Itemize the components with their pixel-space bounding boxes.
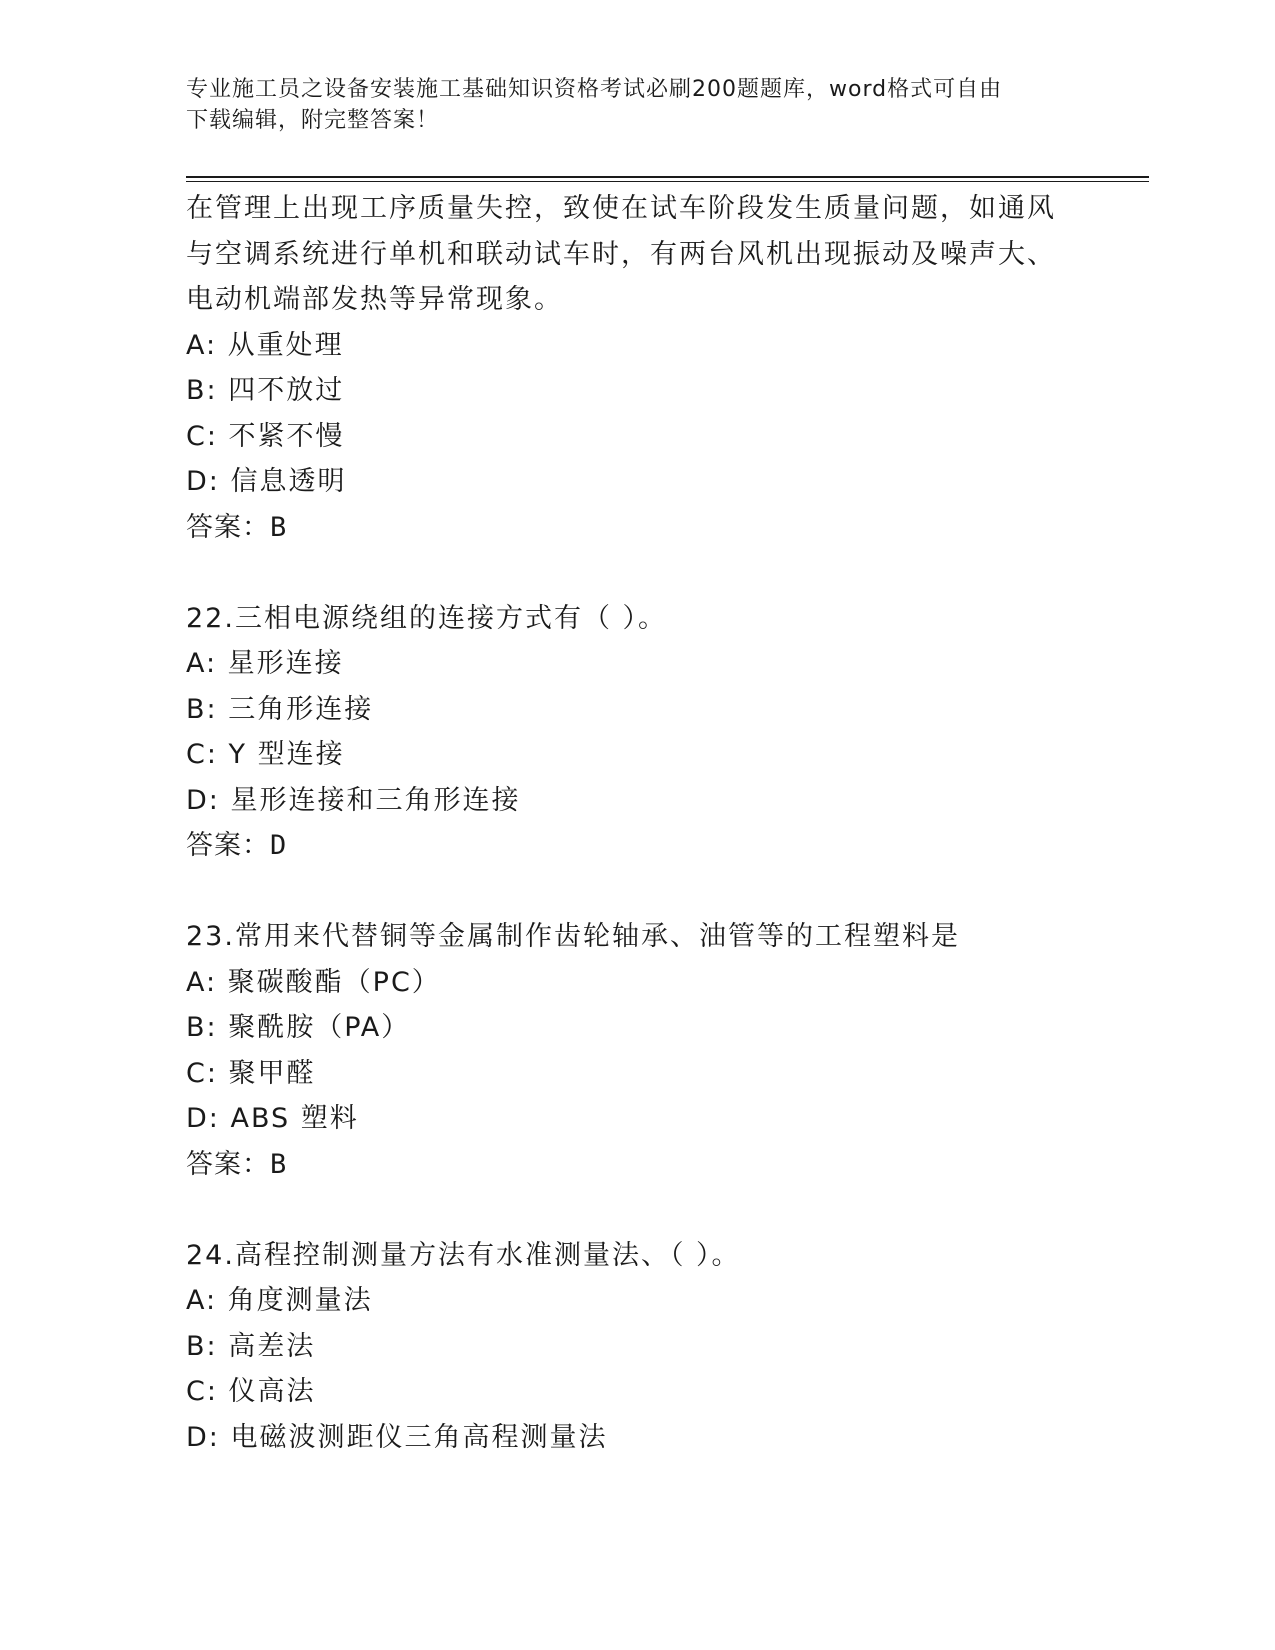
option-a: A: 角度测量法	[186, 1285, 373, 1316]
answer-label: 答案：	[186, 1148, 270, 1180]
question-stem: 24.高程控制测量方法有水准测量法、（ ）。	[186, 1239, 741, 1271]
option-d: D: 电磁波测距仪三角高程测量法	[186, 1421, 608, 1453]
question-stem-line: 在管理上出现工序质量失控，致使在试车阶段发生质量问题，如通风	[186, 193, 1056, 224]
option-c: C: 不紧不慢	[186, 420, 345, 452]
question-stem: 23.常用来代替铜等金属制作齿轮轴承、油管等的工程塑料是	[186, 921, 960, 952]
header-title-line-1: 专业施工员之设备安装施工基础知识资格考试必刷200题题库，word格式可自由	[186, 77, 1003, 102]
document-body	[186, 186, 1086, 1460]
option-b: B: 四不放过	[186, 375, 345, 406]
question-block-23	[186, 914, 1086, 1187]
option-c: C: 仪高法	[186, 1376, 316, 1407]
option-b: B: 聚酰胺（PA）	[186, 1012, 411, 1043]
question-block-continued	[186, 186, 1086, 550]
page-header	[186, 74, 1066, 136]
question-stem-line: 电动机端部发热等异常现象。	[186, 284, 563, 315]
question-block-24	[186, 1233, 1086, 1461]
option-c: C: Y 型连接	[186, 739, 345, 770]
header-divider-thin	[186, 181, 1149, 182]
answer-value: B	[270, 1148, 287, 1180]
option-b: B: 高差法	[186, 1330, 316, 1362]
option-c: C: 聚甲醛	[186, 1057, 316, 1089]
option-d: D: 星形连接和三角形连接	[186, 784, 521, 816]
answer-value: D	[270, 830, 287, 861]
option-a: A: 星形连接	[186, 648, 344, 679]
question-stem: 22.三相电源绕组的连接方式有（ ）。	[186, 602, 668, 634]
option-d: D: ABS 塑料	[186, 1103, 359, 1134]
answer-line	[186, 823, 1086, 869]
spacer	[186, 869, 1086, 915]
header-divider-thick	[186, 176, 1149, 178]
spacer	[186, 1187, 1086, 1233]
answer-label: 答案：	[186, 830, 270, 861]
option-d: D: 信息透明	[186, 466, 347, 497]
answer-line	[186, 505, 1086, 551]
header-title-line-2: 下载编辑，附完整答案！	[186, 108, 440, 133]
answer-value: B	[270, 511, 287, 543]
answer-label: 答案：	[186, 511, 270, 543]
option-a: A: 聚碳酸酯（PC）	[186, 966, 441, 998]
answer-line	[186, 1142, 1086, 1188]
question-stem-line: 与空调系统进行单机和联动试车时，有两台风机出现振动及噪声大、	[186, 238, 1056, 270]
option-a: A: 从重处理	[186, 329, 344, 361]
option-b: B: 三角形连接	[186, 693, 374, 725]
spacer	[186, 550, 1086, 596]
question-block-22	[186, 596, 1086, 869]
